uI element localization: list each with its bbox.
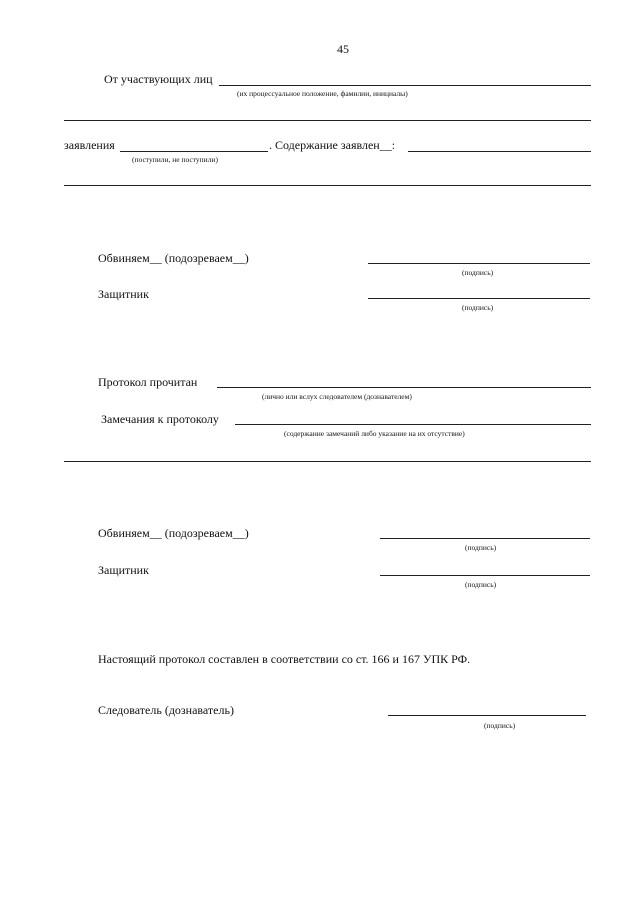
protocol-read-line[interactable] — [217, 387, 591, 388]
statements-content-line[interactable] — [408, 151, 591, 152]
accused-signature-line-1[interactable] — [368, 263, 590, 264]
statements-continuation-line[interactable] — [64, 185, 591, 186]
protocol-compliance-statement: Настоящий протокол составлен в соответствии со ст. 166 и 167 УПК РФ. — [98, 652, 471, 666]
accused-label-2: Обвиняем__ (подозреваем__) — [98, 526, 249, 540]
statements-input-line[interactable] — [120, 151, 268, 152]
investigator-signature-caption: (подпись) — [484, 721, 516, 730]
accused-signature-line-2[interactable] — [380, 538, 590, 539]
remarks-caption: (содержание замечаний либо указание на их отсутствие) — [284, 429, 465, 438]
accused-label-1: Обвиняем__ (подозреваем__) — [98, 251, 249, 265]
investigator-signature-line[interactable] — [388, 715, 586, 716]
remarks-line[interactable] — [235, 424, 591, 425]
accused-signature-caption-1: (подпись) — [462, 268, 494, 277]
protocol-read-label: Протокол прочитан — [98, 375, 198, 389]
statements-content-label: . Содержание заявлен__: — [269, 138, 396, 152]
participants-caption: (их процессуальное положение, фамилии, инициалы) — [237, 89, 408, 98]
statements-caption: (поступили, не поступили) — [132, 155, 218, 164]
participants-label: От участвующих лиц — [104, 72, 213, 86]
defender-signature-caption-2: (подпись) — [465, 580, 497, 589]
defender-label-1: Защитник — [98, 287, 149, 301]
participants-input-line[interactable] — [219, 85, 591, 86]
remarks-continuation-line[interactable] — [64, 461, 591, 462]
remarks-label: Замечания к протоколу — [101, 412, 219, 426]
defender-signature-line-2[interactable] — [380, 575, 590, 576]
defender-label-2: Защитник — [98, 563, 149, 577]
participants-continuation-line[interactable] — [64, 120, 591, 121]
investigator-label: Следователь (дознаватель) — [98, 703, 234, 717]
statements-label: заявления — [64, 138, 115, 152]
protocol-read-caption: (лично или вслух следователем (дознавателем) — [262, 392, 412, 401]
defender-signature-caption-1: (подпись) — [462, 303, 494, 312]
accused-signature-caption-2: (подпись) — [465, 543, 497, 552]
page-number: 45 — [337, 42, 349, 56]
defender-signature-line-1[interactable] — [368, 298, 590, 299]
